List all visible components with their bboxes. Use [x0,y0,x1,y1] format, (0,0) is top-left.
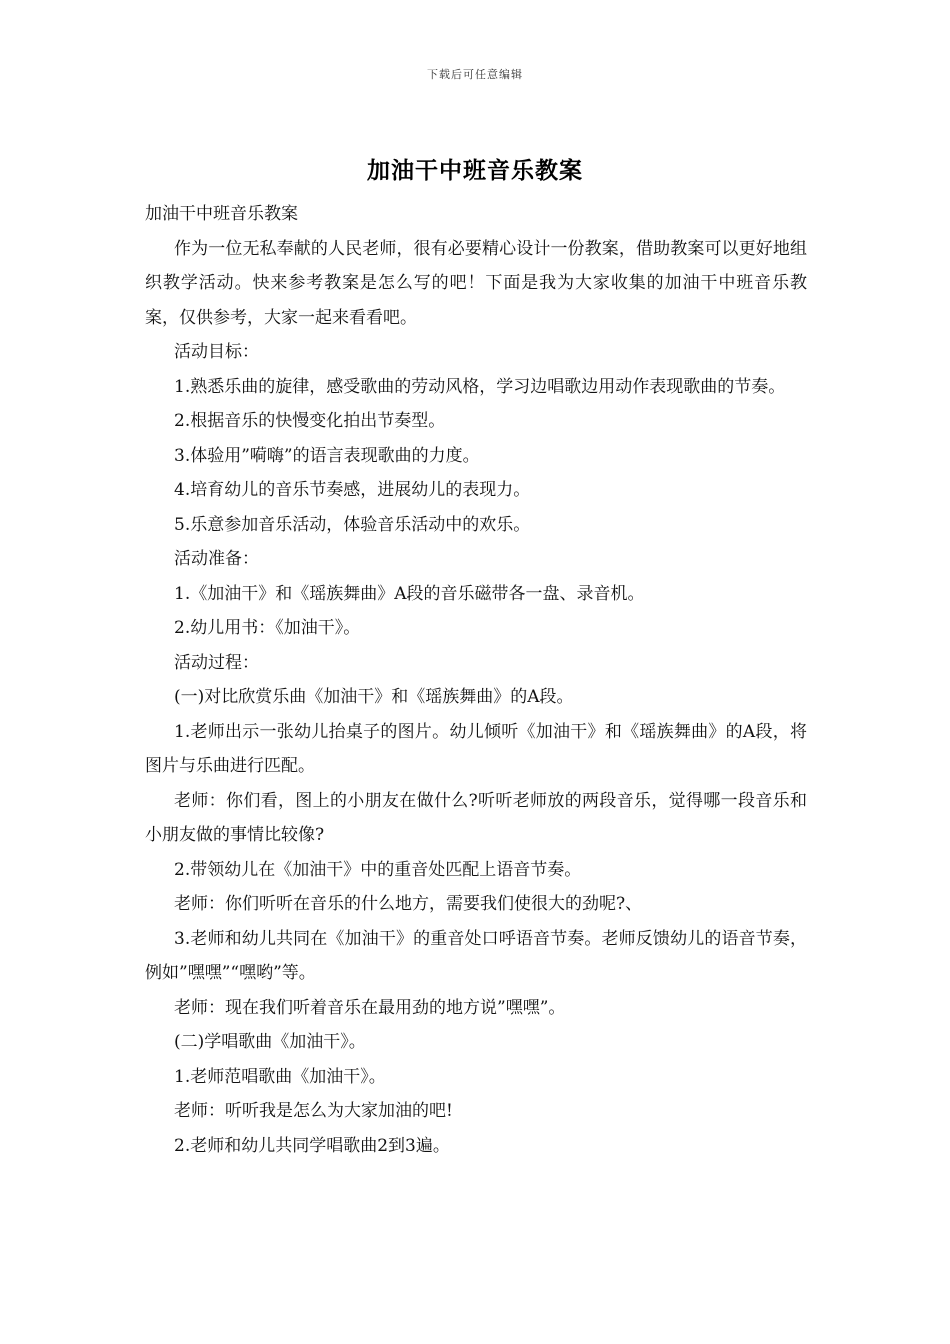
page-header-note: 下载后可任意编辑 [427,68,523,81]
teacher-dialogue: 老师：现在我们听着音乐在最用劲的地方说”嘿嘿”。 [174,997,566,1018]
intro-paragraph: 作为一位无私奉献的人民老师，很有必要精心设计一份教案，借助教案可以更好地组织教学活动。快来参考教案是怎么写的吧！下面是我为大家收集的加油干中班音乐教案，仅供参考，大家一起来看看吧。 [145,238,807,328]
preparation-item: 2.幼儿用书：《加油干》。 [174,618,361,638]
teacher-dialogue: 老师：你们看，图上的小朋友在做什么?听听老师放的两段音乐，觉得哪一段音乐和小朋友做的事情比较像? [145,790,807,845]
teacher-dialogue: 老师：你们听听在音乐的什么地方，需要我们使很大的劲呢?、 [174,894,643,914]
goal-item: 2.根据音乐的快慢变化拍出节奏型。 [174,411,446,431]
subtitle-paragraph: 加油干中班音乐教案 [145,204,298,224]
process-step-heading: (二)学唱歌曲《加油干》。 [174,1032,366,1052]
process-item: 1.老师出示一张幼儿抬桌子的图片。幼儿倾听《加油干》和《瑶族舞曲》的A段，将图片与乐曲进行匹配。 [145,721,807,776]
process-item: 2.带领幼儿在《加油干》中的重音处匹配上语音节奏。 [174,859,582,880]
process-item: 2.老师和幼儿共同学唱歌曲2到3遍。 [174,1135,450,1156]
section-heading-process: 活动过程： [174,652,259,673]
teacher-dialogue: 老师：听听我是怎么为大家加油的吧! [174,1101,453,1121]
process-step-heading: (一)对比欣赏乐曲《加油干》和《瑶族舞曲》的A段。 [174,687,574,707]
section-heading-goals: 活动目标： [174,342,259,362]
process-item: 1.老师范唱歌曲《加油干》。 [174,1066,386,1087]
goal-item: 3.体验用”嗬嗨”的语言表现歌曲的力度。 [174,445,480,466]
preparation-item: 1.《加油干》和《瑶族舞曲》A段的音乐磁带各一盘、录音机。 [174,583,645,604]
goal-item: 1.熟悉乐曲的旋律，感受歌曲的劳动风格，学习边唱歌边用动作表现歌曲的节奏。 [174,376,786,397]
section-heading-preparation: 活动准备： [174,549,259,569]
document-body [145,197,807,1163]
document-title: 加油干中班音乐教案 [367,157,583,184]
goal-item: 5.乐意参加音乐活动，体验音乐活动中的欢乐。 [174,514,531,535]
goal-item: 4.培育幼儿的音乐节奏感，进展幼儿的表现力。 [174,480,531,500]
process-item: 3.老师和幼儿共同在《加油干》的重音处口呼语音节奏。老师反馈幼儿的语音节奏，例如”嘿嘿”“嘿哟”等。 [145,928,807,983]
